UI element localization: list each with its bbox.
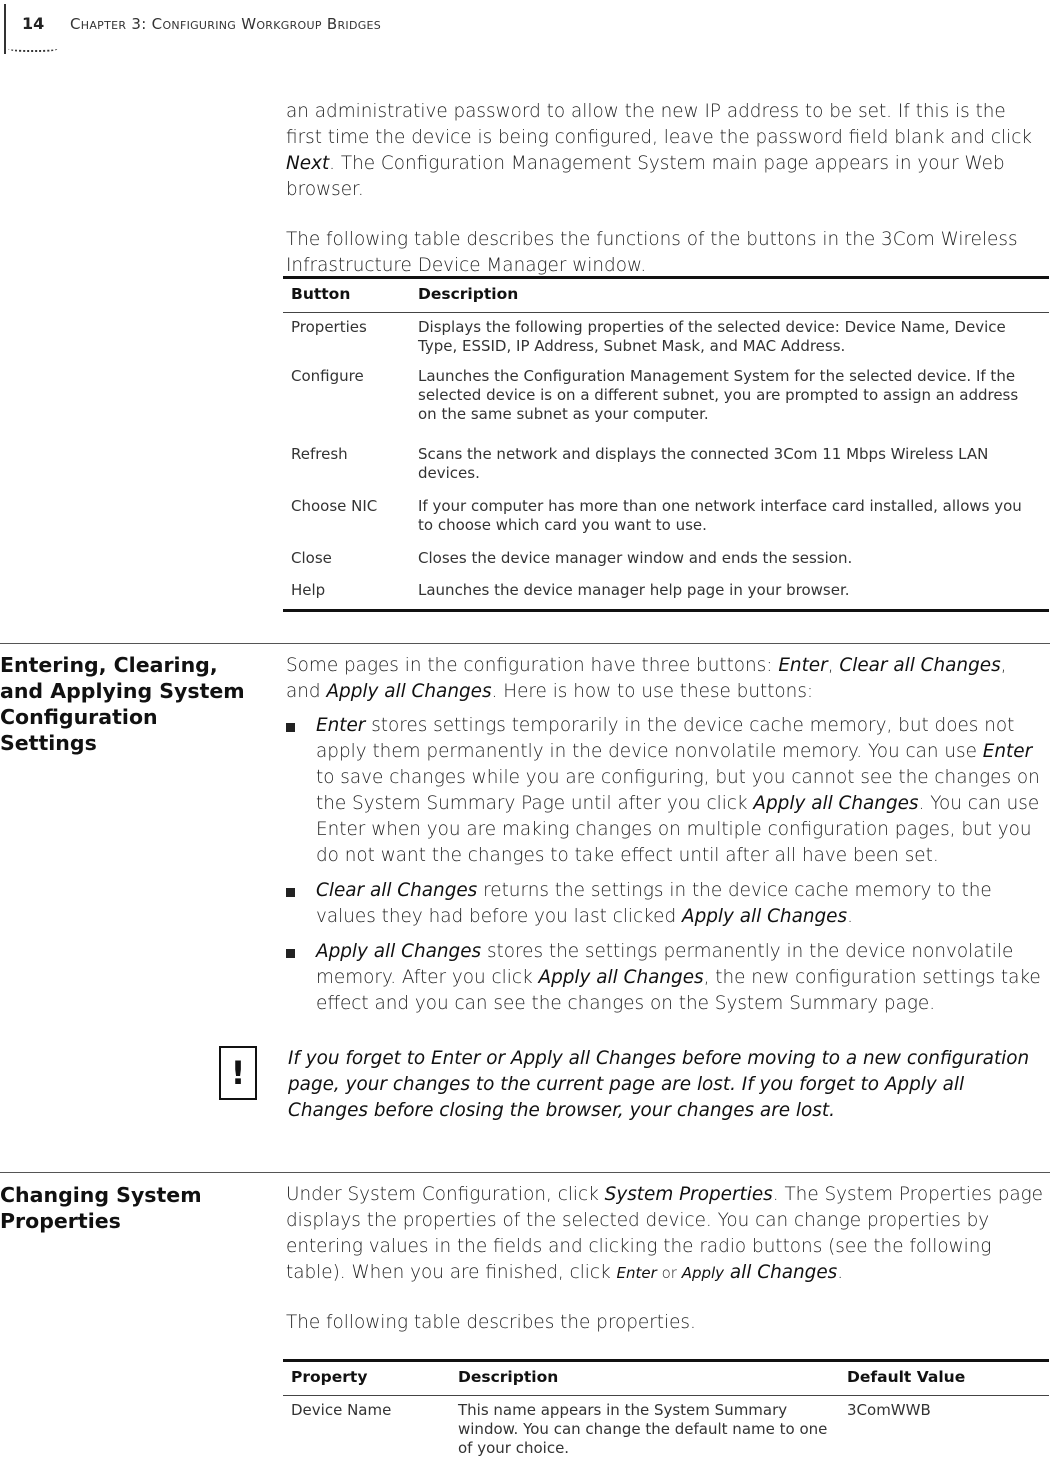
intro-text	[286, 99, 1046, 279]
description-cell: If your computer has more than one network interface card installed, allows you to choose which card you want to use.	[410, 492, 1049, 544]
button-name-cell: Properties	[283, 313, 410, 363]
table-row	[283, 492, 1049, 544]
section2-paragraph-1: Under System Configuration, click System Properties. The System Properties page displays the properties of the selected device. You can change properties by entering values in the fields and clicking the radio buttons (see the following table). When you are finished, click Enter or Apply all Changes.	[286, 1182, 1046, 1286]
default-value-cell: 3ComWWB	[839, 1396, 1049, 1464]
warning-icon: !	[219, 1046, 257, 1100]
table-row	[283, 440, 1049, 492]
bullet-square-icon	[286, 723, 295, 732]
warning-note: If you forget to Enter or Apply all Changes before moving to a new configuration page, your changes to the current page are lost. If you forget to Apply all Changes before closing the browser, your changes are lost.	[288, 1046, 1048, 1124]
intro-paragraph-1: an administrative password to allow the new IP address to be set. If this is the first time the device is being configured, leave the password field blank and click Next. The Configuration Management System main page appears in your Web browser.	[286, 99, 1046, 203]
list-item: Enter stores settings temporarily in the device cache memory, but does not apply them permanently in the device nonvolatile memory. You can use Enter to save changes while you are configuring, but you cannot see the changes on the System Summary Page until after you click Apply all Changes. You can use Enter when you are making changes on multiple configuration pages, but you do not want the changes to take effect until after all have been set.	[286, 713, 1046, 869]
table-header-row	[283, 1361, 1049, 1396]
column-header: Default Value	[839, 1361, 1049, 1396]
bullet-square-icon	[286, 949, 295, 958]
column-header: Button	[283, 278, 410, 313]
buttons-table	[283, 276, 1049, 612]
description-cell: Closes the device manager window and ends the session.	[410, 544, 1049, 576]
description-cell: Displays the following properties of the selected device: Device Name, Device Type, ESSID, IP Address, Subnet Mask, and MAC Address.	[410, 313, 1049, 363]
column-header: Description	[410, 278, 1049, 313]
section-divider	[0, 1172, 1050, 1173]
chapter-title: CHAPTER 3: CONFIGURING WORKGROUP BRIDGES	[70, 15, 381, 33]
column-header: Property	[283, 1361, 450, 1396]
table-row	[283, 313, 1049, 363]
button-name-cell: Configure	[283, 362, 410, 440]
table-row	[283, 1396, 1049, 1464]
table-header-row	[283, 278, 1049, 313]
page-number: 14	[22, 14, 44, 33]
section-divider	[0, 643, 1050, 644]
page-header	[0, 0, 1050, 60]
description-cell: Launches the device manager help page in your browser.	[410, 576, 1049, 610]
next-term: Next	[286, 153, 329, 174]
table-row	[283, 544, 1049, 576]
section-heading-changing: Changing System Properties	[0, 1182, 260, 1234]
description-cell: Scans the network and displays the connected 3Com 11 Mbps Wireless LAN devices.	[410, 440, 1049, 492]
column-header: Description	[450, 1361, 839, 1396]
table-row	[283, 576, 1049, 610]
section-heading-entering: Entering, Clearing, and Applying System Configuration Settings	[0, 652, 260, 756]
property-cell: Device Name	[283, 1396, 450, 1464]
section2-paragraph-2: The following table describes the properties.	[286, 1310, 1046, 1336]
properties-table	[283, 1359, 1049, 1464]
description-cell: This name appears in the System Summary window. You can change the default name to one of your choice.	[450, 1396, 839, 1464]
button-name-cell: Choose NIC	[283, 492, 410, 544]
section1-body	[286, 653, 1046, 1026]
page-corner-dots	[8, 44, 58, 52]
section2-body	[286, 1182, 1046, 1336]
description-cell: Launches the Configuration Management System for the selected device. If the selected device is on a different subnet, you are prompted to assign an address on the same subnet as your computer.	[410, 362, 1049, 440]
table-row	[283, 362, 1049, 440]
button-name-cell: Refresh	[283, 440, 410, 492]
section1-intro: Some pages in the configuration have three buttons: Enter, Clear all Changes, and Apply all Changes. Here is how to use these buttons:	[286, 653, 1046, 705]
button-usage-list	[286, 713, 1046, 1017]
button-name-cell: Help	[283, 576, 410, 610]
intro-paragraph-2: The following table describes the functions of the buttons in the 3Com Wireless Infrastructure Device Manager window.	[286, 227, 1046, 279]
list-item: Clear all Changes returns the settings in the device cache memory to the values they had before you last clicked Apply all Changes.	[286, 878, 1046, 930]
list-item: Apply all Changes stores the settings permanently in the device nonvolatile memory. After you click Apply all Changes, the new configuration settings take effect and you can see the changes on the System Summary page.	[286, 939, 1046, 1017]
bullet-square-icon	[286, 888, 295, 897]
button-name-cell: Close	[283, 544, 410, 576]
